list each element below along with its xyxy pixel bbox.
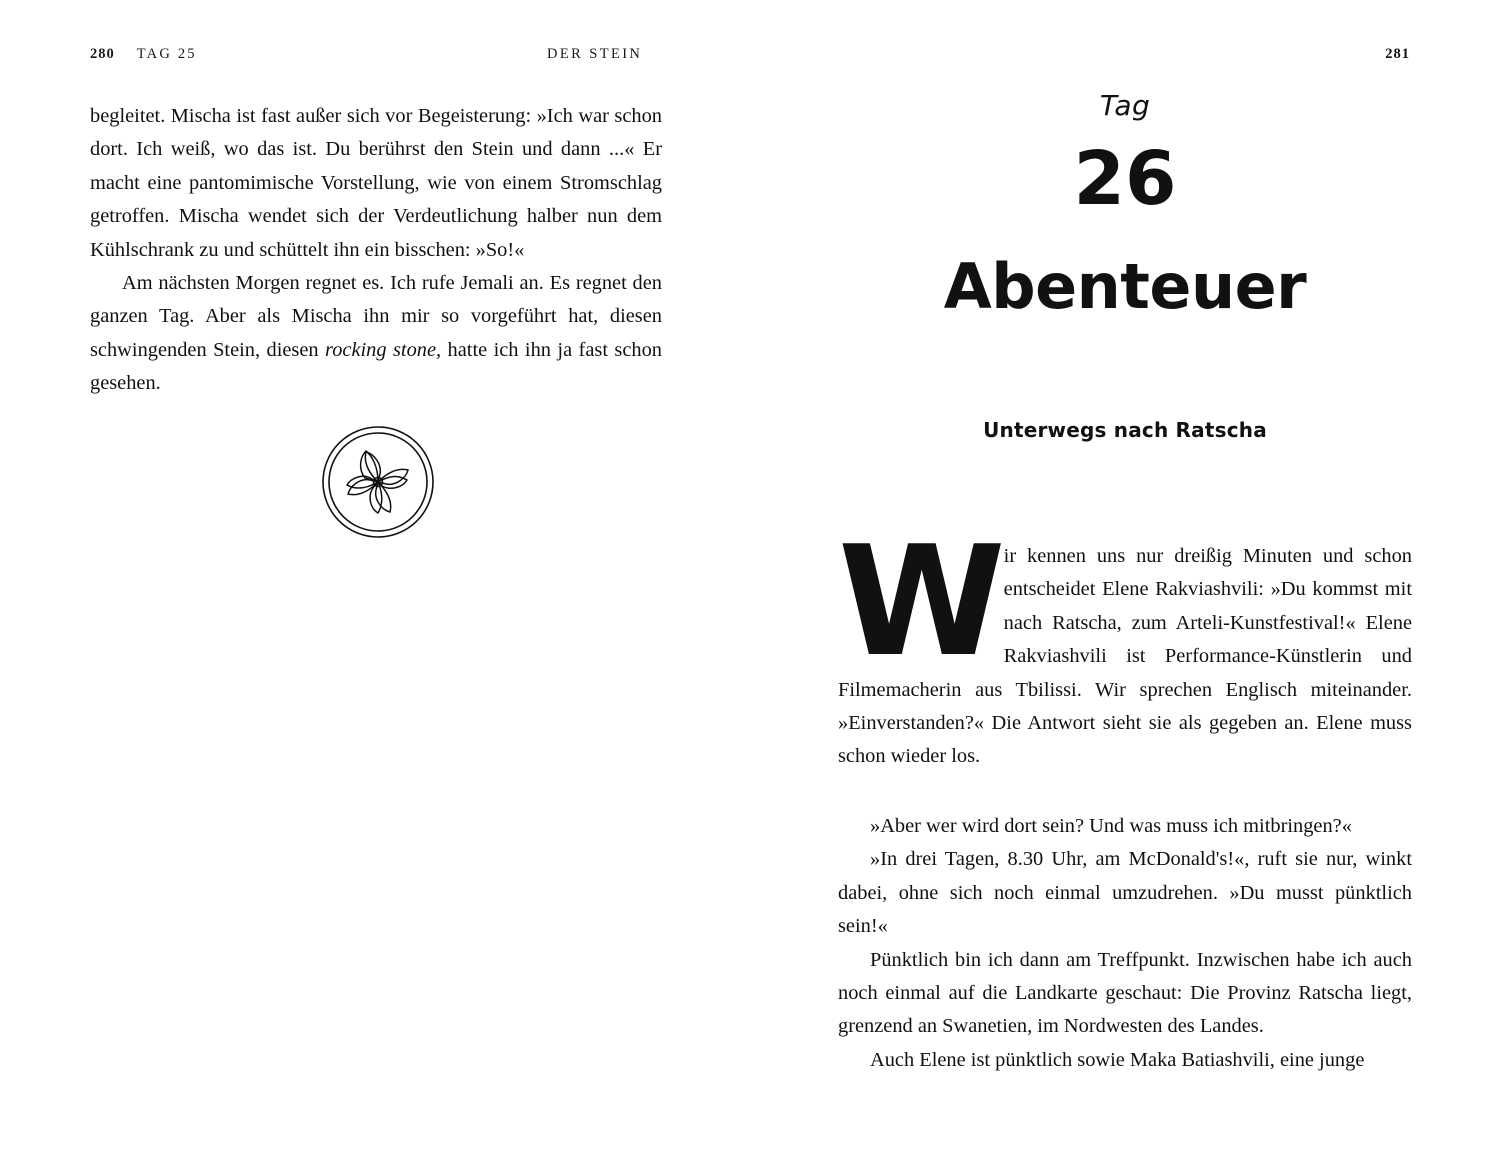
folio-right: 281 <box>1385 46 1410 62</box>
chapter-tag-label: Tag <box>1099 89 1151 122</box>
paragraph: Pünktlich bin ich dann am Treffpunkt. Inzwischen habe ich auch noch einmal auf die Landkarte geschaut: Die Provinz Ratscha liegt, grenzend an Swanetien, im Nordwesten des Landes. <box>838 948 1412 1038</box>
left-running-head <box>90 46 197 63</box>
chapter-number: 26 <box>1073 136 1177 222</box>
paragraph-part: Am nächsten Morgen regnet es. Ich rufe Jemali an. Es regnet den ganzen Tag. Aber als Mischa ihn mir so vorgeführt hat, diesen schwingenden Stein, diesen <box>90 272 662 361</box>
chapter-opener <box>750 89 1500 323</box>
folio-left: 280 <box>90 46 115 62</box>
left-text-column <box>90 100 662 401</box>
running-head-label-left: TAG 25 <box>136 46 197 62</box>
opening-paragraph-block <box>838 513 1412 774</box>
paragraph-part: gesehen. <box>90 372 161 395</box>
running-head-center: DER STEIN <box>547 46 643 62</box>
italic-phrase: rocking stone, <box>325 338 442 361</box>
right-page <box>750 0 1500 1154</box>
drop-cap: W <box>838 513 1002 690</box>
paragraph: »Aber wer wird dort sein? Und was muss ich mitbringen?« <box>870 815 1352 837</box>
chapter-title: Abenteuer <box>943 250 1307 323</box>
right-text-column <box>838 810 1412 1077</box>
paragraph <box>90 267 662 401</box>
chapter-subtitle: Unterwegs nach Ratscha <box>983 418 1267 442</box>
circular-flower-ornament-icon <box>320 424 436 540</box>
paragraph-part: hatte ich ihn ja fast schon <box>441 338 662 361</box>
paragraph: »In drei Tagen, 8.30 Uhr, am McDonald's!«, ruft sie nur, winkt dabei, ohne sich noch einmal umzudrehen. »Du musst pünktlich sein!« <box>838 848 1412 938</box>
paragraph: ir kennen uns nur dreißig Minuten und schon entscheidet Elene Rakviashvili: »Du kommst mit nach Ratscha, zum Arteli-Kunstfestival!« Elene Rakviashvili ist Performance-Künstlerin und Filmemacherin aus Tbilissi. Wir sprechen Englisch miteinander. »Einverstanden?« Die Antwort sieht sie als gegeben an. Elene muss schon wieder los. <box>838 545 1412 768</box>
paragraph: Auch Elene ist pünktlich sowie Maka Batiashvili, eine junge <box>870 1048 1365 1071</box>
paragraph: begleitet. Mischa ist fast außer sich vor Begeisterung: »Ich war schon dort. Ich weiß, wo das ist. Du berührst den Stein und dann ...« Er macht eine pantomimische Vorstellung, wie von einem Stromschlag getroffen. Mischa wendet sich der Verdeutlichung halber nun dem Kühlschrank zu und schüttelt ihn ein bisschen: »So!« <box>90 105 662 261</box>
